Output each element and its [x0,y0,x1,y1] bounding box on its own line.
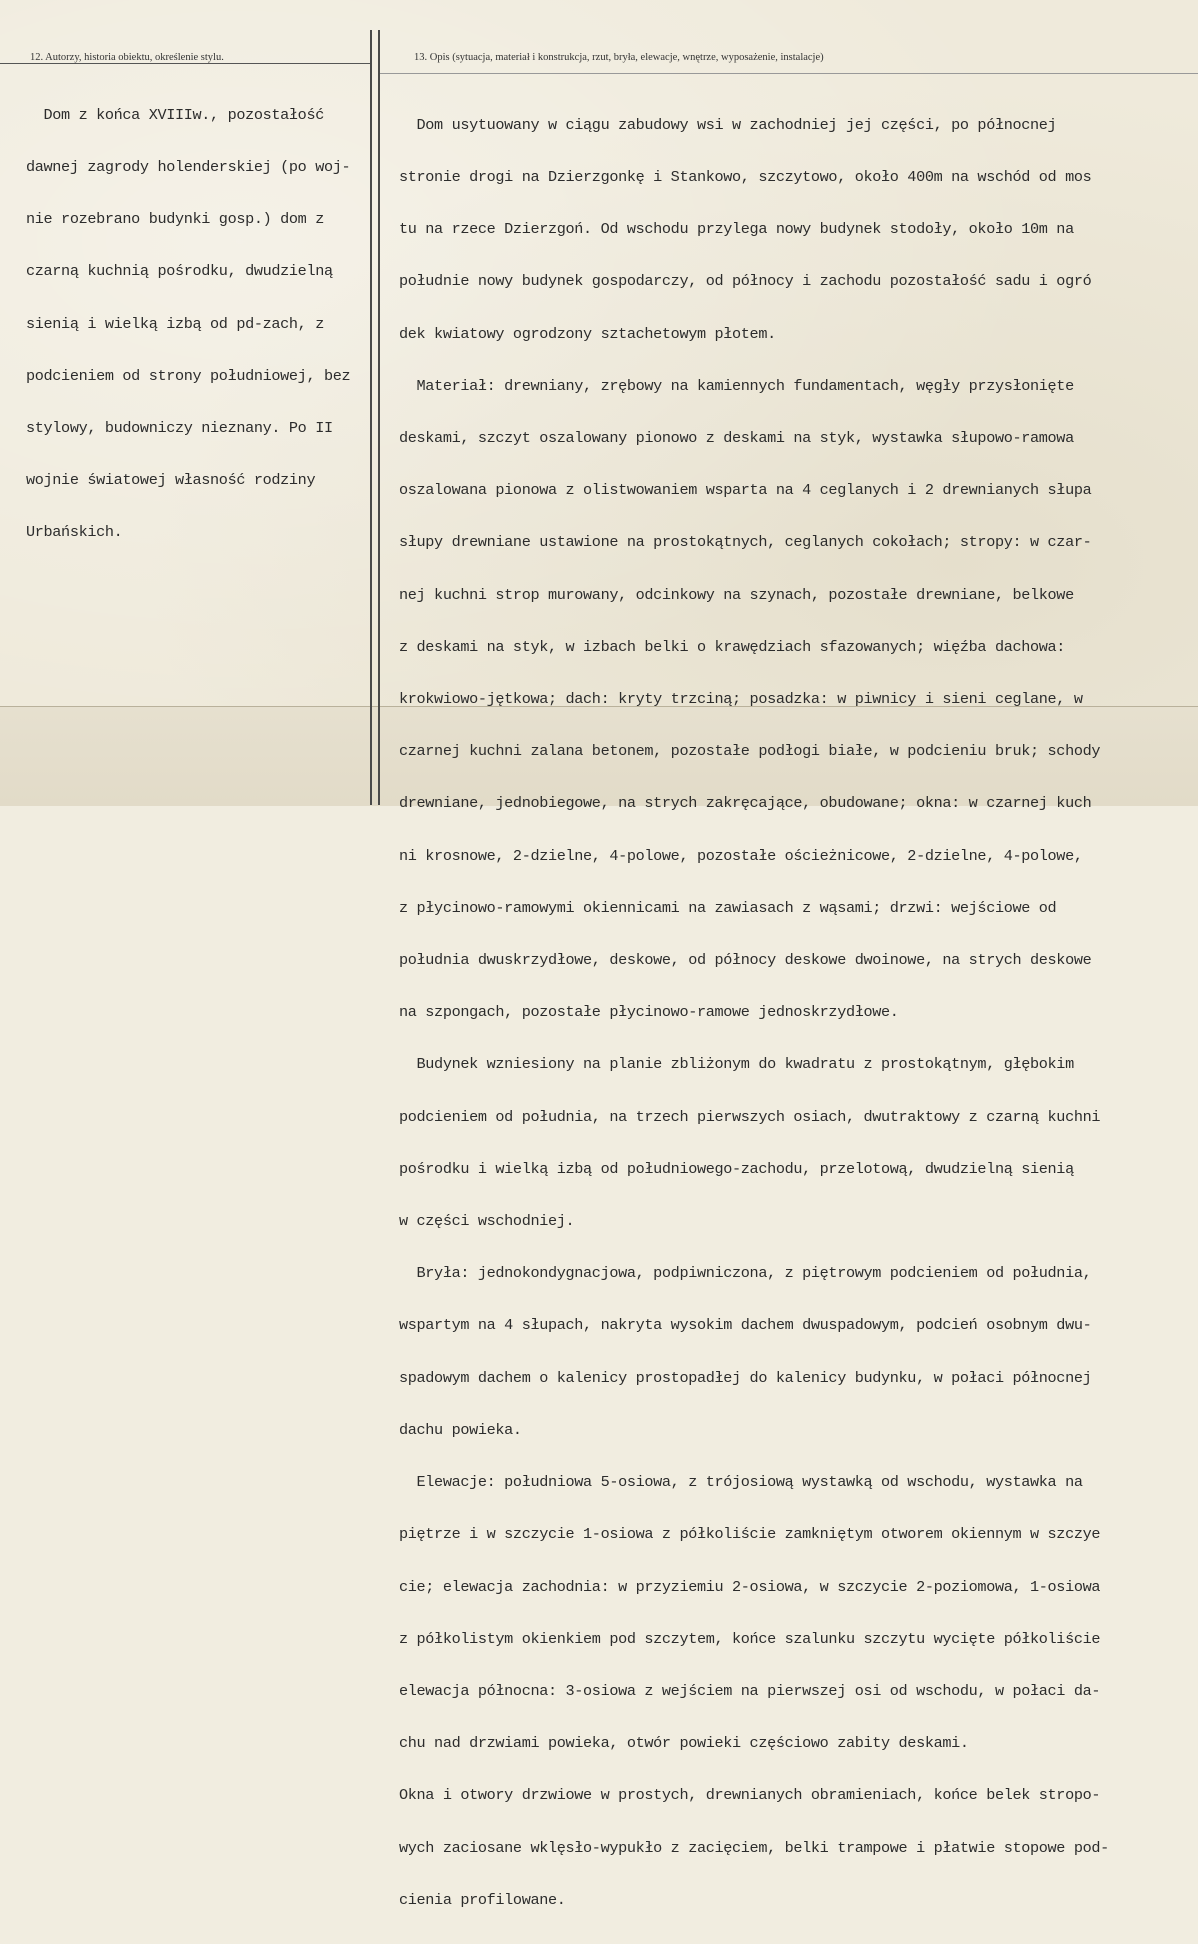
text-line: stronie drogi na Dzierzgonkę i Stankowo, szczytowo, około 400m na wschód od mos [399,168,1092,187]
text-line: piętrze i w szczycie 1-osiowa z półkoliście zamkniętym otworem okiennym w szczye [399,1525,1101,1544]
text-line: wych zaciosane wklęsło-wypukło z zacięciem, belki trampowe i płatwie stopowe pod- [399,1838,1109,1857]
section-12-text [26,72,350,577]
text-line: nie rozebrano budynki gosp.) dom z [26,210,324,229]
text-line: Dom z końca XVIIIw., pozostałość [26,105,324,124]
text-line: podcieniem od południa, na trzech pierwszych osiach, dwutraktowy z czarną kuchni [399,1107,1101,1126]
text-line: deskami, szczyt oszalowany pionowo z deskami na styk, wystawka słupowo-ramowa [399,429,1074,448]
text-line: dawnej zagrody holenderskiej (po woj- [26,158,351,177]
left-header-rule [0,63,370,64]
text-line: chu nad drzwiami powieka, otwór powieki częściowo zabity deskami. [399,1734,969,1753]
text-line: drewniane, jednobiegowe, na strych zakręcające, obudowane; okna: w czarnej kuch [399,794,1092,813]
text-line: z deskami na styk, w izbach belki o krawędziach sfazowanych; więźba dachowa: [399,637,1066,656]
text-line: Dom usytuowany w ciągu zabudowy wsi w zachodniej jej części, po północnej [399,115,1057,134]
text-line: podcieniem od strony południowej, bez [26,366,351,385]
section-13-header: 13. Opis (sytuacja, materiał i konstrukcja, rzut, bryła, elewacje, wnętrze, wyposażenie, instalacje) [414,52,824,63]
section-12-header: 12. Autorzy, historia obiektu, określenie stylu. [30,52,224,63]
text-line: pośrodku i wielką izbą od południowego-zachodu, przelotową, dwudzielną sienią [399,1159,1074,1178]
text-line: cie; elewacja zachodnia: w przyziemiu 2-osiowa, w szczycie 2-poziomowa, 1-osiowa [399,1577,1101,1596]
text-line: dachu powieka. [399,1420,522,1439]
text-line: na szpongach, pozostałe płycinowo-ramowe jednoskrzydłowe. [399,1003,899,1022]
text-line: czarną kuchnią pośrodku, dwudzielną [26,262,333,281]
text-line: nej kuchni strop murowany, odcinkowy na szynach, pozostałe drewniane, belkowe [399,585,1074,604]
text-line: spadowym dachem o kalenicy prostopadłej do kalenicy budynku, w połaci północnej [399,1368,1092,1387]
text-line: krokwiowo-jętkowa; dach: kryty trzciną; posadzka: w piwnicy i sieni ceglane, w [399,690,1083,709]
text-line: wojnie światowej własność rodziny [26,471,316,490]
column-divider-right [378,30,380,805]
text-line: słupy drewniane ustawione na prostokątnych, ceglanych cokołach; stropy: w czar- [399,533,1092,552]
text-line: Materiał: drewniany, zrębowy na kamiennych fundamentach, węgły przysłonięte [399,376,1074,395]
text-line: tu na rzece Dzierzgoń. Od wschodu przylega nowy budynek stodoły, około 10m na [399,220,1074,239]
text-line: Budynek wzniesiony na planie zbliżonym do kwadratu z prostokątnym, głębokim [399,1055,1074,1074]
text-line: południe nowy budynek gospodarczy, od północy i zachodu pozostałość sadu i ogró [399,272,1092,291]
section-13-text [399,82,1109,1944]
text-line: z płycinowo-ramowymi okiennicami na zawiasach z wąsami; drzwi: wejściowe od [399,898,1057,917]
text-line: Okna i otwory drzwiowe w prostych, drewnianych obramieniach, końce belek stropo- [399,1786,1101,1805]
text-line: cienia profilowane. [399,1890,566,1909]
text-line: południa dwuskrzydłowe, deskowe, od północy deskowe dwoinowe, na strych deskowe [399,951,1092,970]
text-line: w części wschodniej. [399,1212,575,1231]
text-line: z półkolistym okienkiem pod szczytem, końce szalunku szczytu wycięte półkoliście [399,1629,1101,1648]
text-line: stylowy, budowniczy nieznany. Po II [26,419,333,438]
text-line: czarnej kuchni zalana betonem, pozostałe podłogi białe, w podcieniu bruk; schody [399,742,1101,761]
column-divider-left [370,30,372,805]
text-line: dek kwiatowy ogrodzony sztachetowym płotem. [399,324,776,343]
text-line: ni krosnowe, 2-dzielne, 4-polowe, pozostałe ościeżnicowe, 2-dzielne, 4-polowe, [399,846,1083,865]
text-line: elewacja północna: 3-osiowa z wejściem na pierwszej osi od wschodu, w połaci da- [399,1681,1101,1700]
right-header-rule [380,73,1198,74]
text-line: Urbańskich. [26,523,123,542]
text-line: Bryła: jednokondygnacjowa, podpiwniczona, z piętrowym podcieniem od południa, [399,1264,1092,1283]
text-line: wspartym na 4 słupach, nakryta wysokim dachem dwuspadowym, podcień osobnym dwu- [399,1316,1092,1335]
text-line: Elewacje: południowa 5-osiowa, z trójosiową wystawką od wschodu, wystawka na [399,1473,1083,1492]
text-line: oszalowana pionowa z olistwowaniem wsparta na 4 ceglanych i 2 drewnianych słupa [399,481,1092,500]
text-line: sienią i wielką izbą od pd-zach, z [26,314,324,333]
